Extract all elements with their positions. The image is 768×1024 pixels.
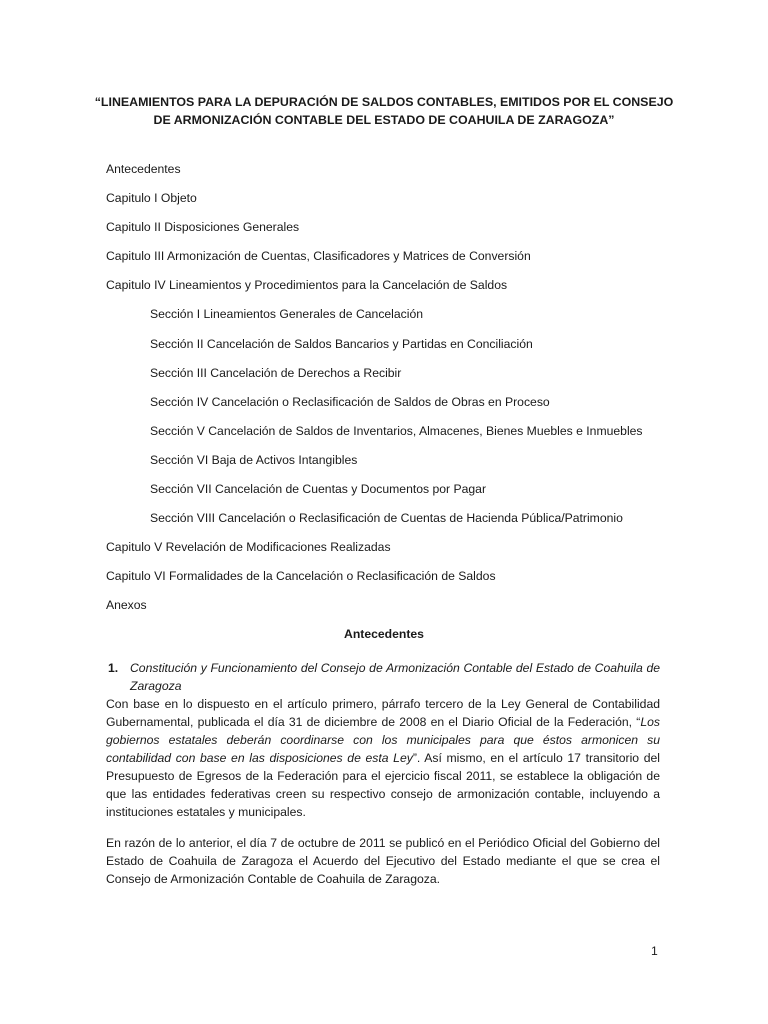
paragraph-1-quote: Los gobiernos estatales deberán coordinarse con los municipales para que éstos armonicen su contabilidad con base en las disposiciones de esta Ley: [106, 715, 660, 765]
toc-item: Antecedentes: [106, 162, 181, 176]
toc-item: Sección VII Cancelación de Cuentas y Documentos por Pagar: [150, 482, 487, 497]
toc-item: Anexos: [106, 598, 147, 613]
toc-item: Sección II Cancelación de Saldos Bancarios y Partidas en Conciliación: [150, 336, 533, 351]
table-of-contents: [106, 160, 676, 626]
document-title: “LINEAMIENTOS PARA LA DEPURACIÓN DE SALDOS CONTABLES, EMITIDOS POR EL CONSEJO DE ARMONIZACIÓN CONTABLE DEL ESTADO DE COAHUILA DE ZARAGOZA”: [94, 95, 674, 127]
toc-item: Sección VIII Cancelación o Reclasificación de Cuentas de Hacienda Pública/Patrimonio: [150, 511, 623, 526]
paragraph-1-part-2: ”. Así mismo, en el artículo 17 transitorio del Presupuesto de Egresos de la Federación para el ejercicio fiscal 2011, se establece la obligación de que las entidades federativas creen su respectivo consejo de armonización contable, incluyendo a instituciones estatales y municipales.: [106, 751, 660, 819]
section-heading: Antecedentes: [344, 627, 424, 641]
page-number: 1: [651, 944, 658, 958]
toc-item: Capitulo III Armonización de Cuentas, Clasificadores y Matrices de Conversión: [106, 249, 531, 264]
toc-item: Capitulo I Objeto: [106, 191, 197, 206]
paragraph-2: En razón de lo anterior, el día 7 de octubre de 2011 se publicó en el Periódico Oficial del Gobierno del Estado de Coahuila de Zaragoza el Acuerdo del Ejecutivo del Estado mediante el que se crea el Consejo de Armonización Contable de Coahuila de Zaragoza.: [106, 836, 660, 886]
toc-item: Capitulo IV Lineamientos y Procedimientos para la Cancelación de Saldos: [106, 278, 508, 293]
toc-item: Sección VI Baja de Activos Intangibles: [150, 452, 358, 467]
toc-item: Capitulo VI Formalidades de la Cancelación o Reclasificación de Saldos: [106, 569, 496, 584]
paragraph-1: [106, 695, 660, 821]
item-number: 1.: [108, 661, 119, 675]
toc-item: Sección V Cancelación de Saldos de Inventarios, Almacenes, Bienes Muebles e Inmuebles: [150, 423, 643, 438]
numbered-item: [108, 659, 660, 695]
toc-item: Sección III Cancelación de Derechos a Recibir: [150, 365, 402, 380]
toc-item: Capitulo II Disposiciones Generales: [106, 220, 300, 235]
paragraph-1-part-1: Con base en lo dispuesto en el artículo primero, párrafo tercero de la Ley General de Contabilidad Gubernamental, publicada el día 31 de diciembre de 2008 en el Diario Oficial de la Federación, “: [106, 697, 660, 729]
toc-item: Sección I Lineamientos Generales de Cancelación: [150, 307, 424, 322]
item-text: Constitución y Funcionamiento del Consejo de Armonización Contable del Estado de Coahuila de Zaragoza: [130, 661, 660, 693]
toc-item: Capitulo V Revelación de Modificaciones Realizadas: [106, 540, 391, 555]
toc-item: Sección IV Cancelación o Reclasificación de Saldos de Obras en Proceso: [150, 394, 550, 409]
